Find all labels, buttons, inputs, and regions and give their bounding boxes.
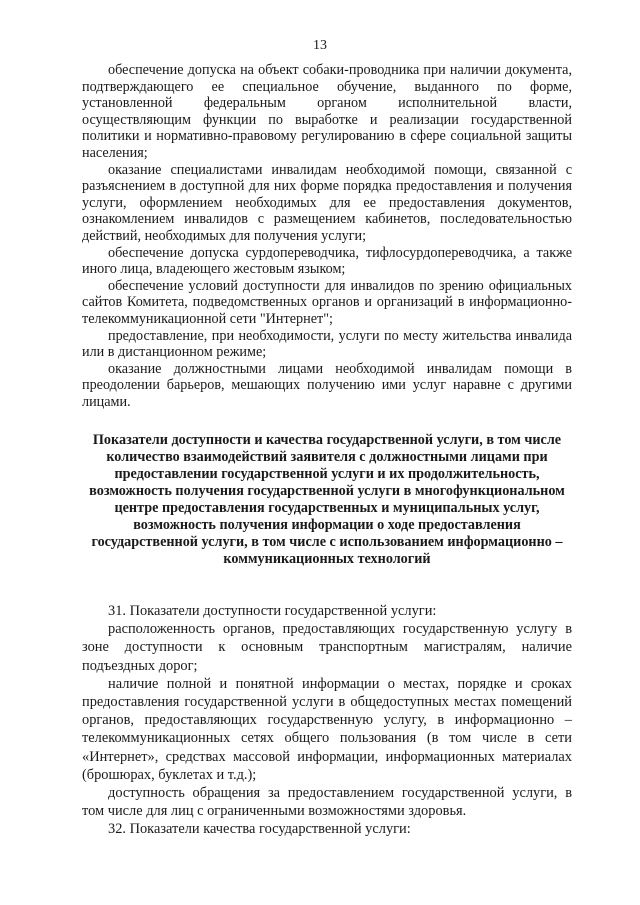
paragraph: предоставление, при необходимости, услуги по месту жительства инвалида или в дистанционном режиме;: [82, 327, 572, 361]
page-number: 13: [313, 38, 327, 53]
paragraph: наличие полной и понятной информации о местах, порядке и сроках предоставления государственной услуги в общедоступных местах помещений органов, предоставляющих государственную услугу, в информационно – телекоммуникационных сетях общего пользования (в том числе в сети «Интернет», средствах массовой информации, информационных материалах (брошюрах, буклетах и т.д.);: [82, 675, 572, 783]
paragraph: 31. Показатели доступности государственной услуги:: [108, 603, 437, 619]
paragraph: расположенность органов, предоставляющих государственную услугу в зоне доступности к основным транспортным магистралям, наличие подъездных дорог;: [82, 621, 572, 674]
paragraph: оказание должностными лицами необходимой инвалидам помощи в преодолении барьеров, мешающих получению ими услуг наравне с другими лицами.: [82, 360, 572, 410]
paragraph: обеспечение допуска сурдопереводчика, тифлосурдопереводчика, а также иного лица, владеющего жестовым языком;: [82, 244, 572, 278]
paragraph: обеспечение условий доступности для инвалидов по зрению официальных сайтов Комитета, подведомственных органов и организаций в информационно-телекоммуникационной сети "Интернет";: [82, 277, 572, 327]
paragraph: доступность обращения за предоставлением государственной услуги, в том числе для лиц с ограниченными возможностями здоровья.: [82, 785, 572, 820]
section-heading: Показатели доступности и качества государственной услуги, в том числе количество взаимодействий заявителя с должностными лицами при предоставлении государственной услуги и их продолжительность, возможность получения государственной услуги в многофункциональном центре предоставления государственных и муниципальных услуг, возможность получения информации о ходе предоставления государственной услуги, в том числе с использованием информационно – коммуникационных технологий: [89, 432, 565, 567]
paragraph: 32. Показатели качества государственной услуги:: [108, 821, 411, 838]
indicators-section: [82, 602, 572, 839]
accessibility-measures-list: [82, 62, 572, 410]
paragraph: обеспечение допуска на объект собаки-проводника при наличии документа, подтверждающего ее специальное обучение, выданного по форме, установленной федеральным органом исполнительной власти, осуществляющим функции по выработке и реализации государственной политики и нормативно-правовому регулированию в сфере социальной защиты населения;: [82, 62, 572, 161]
paragraph: оказание специалистами инвалидам необходимой помощи, связанной с разъяснением в доступной для них форме порядка предоставления и получения услуги, оформлением необходимых для ее предоставления документов, ознакомлением инвалидов с размещением кабинетов, последовательностью действий, необходимых для получения услуги;: [82, 161, 572, 244]
